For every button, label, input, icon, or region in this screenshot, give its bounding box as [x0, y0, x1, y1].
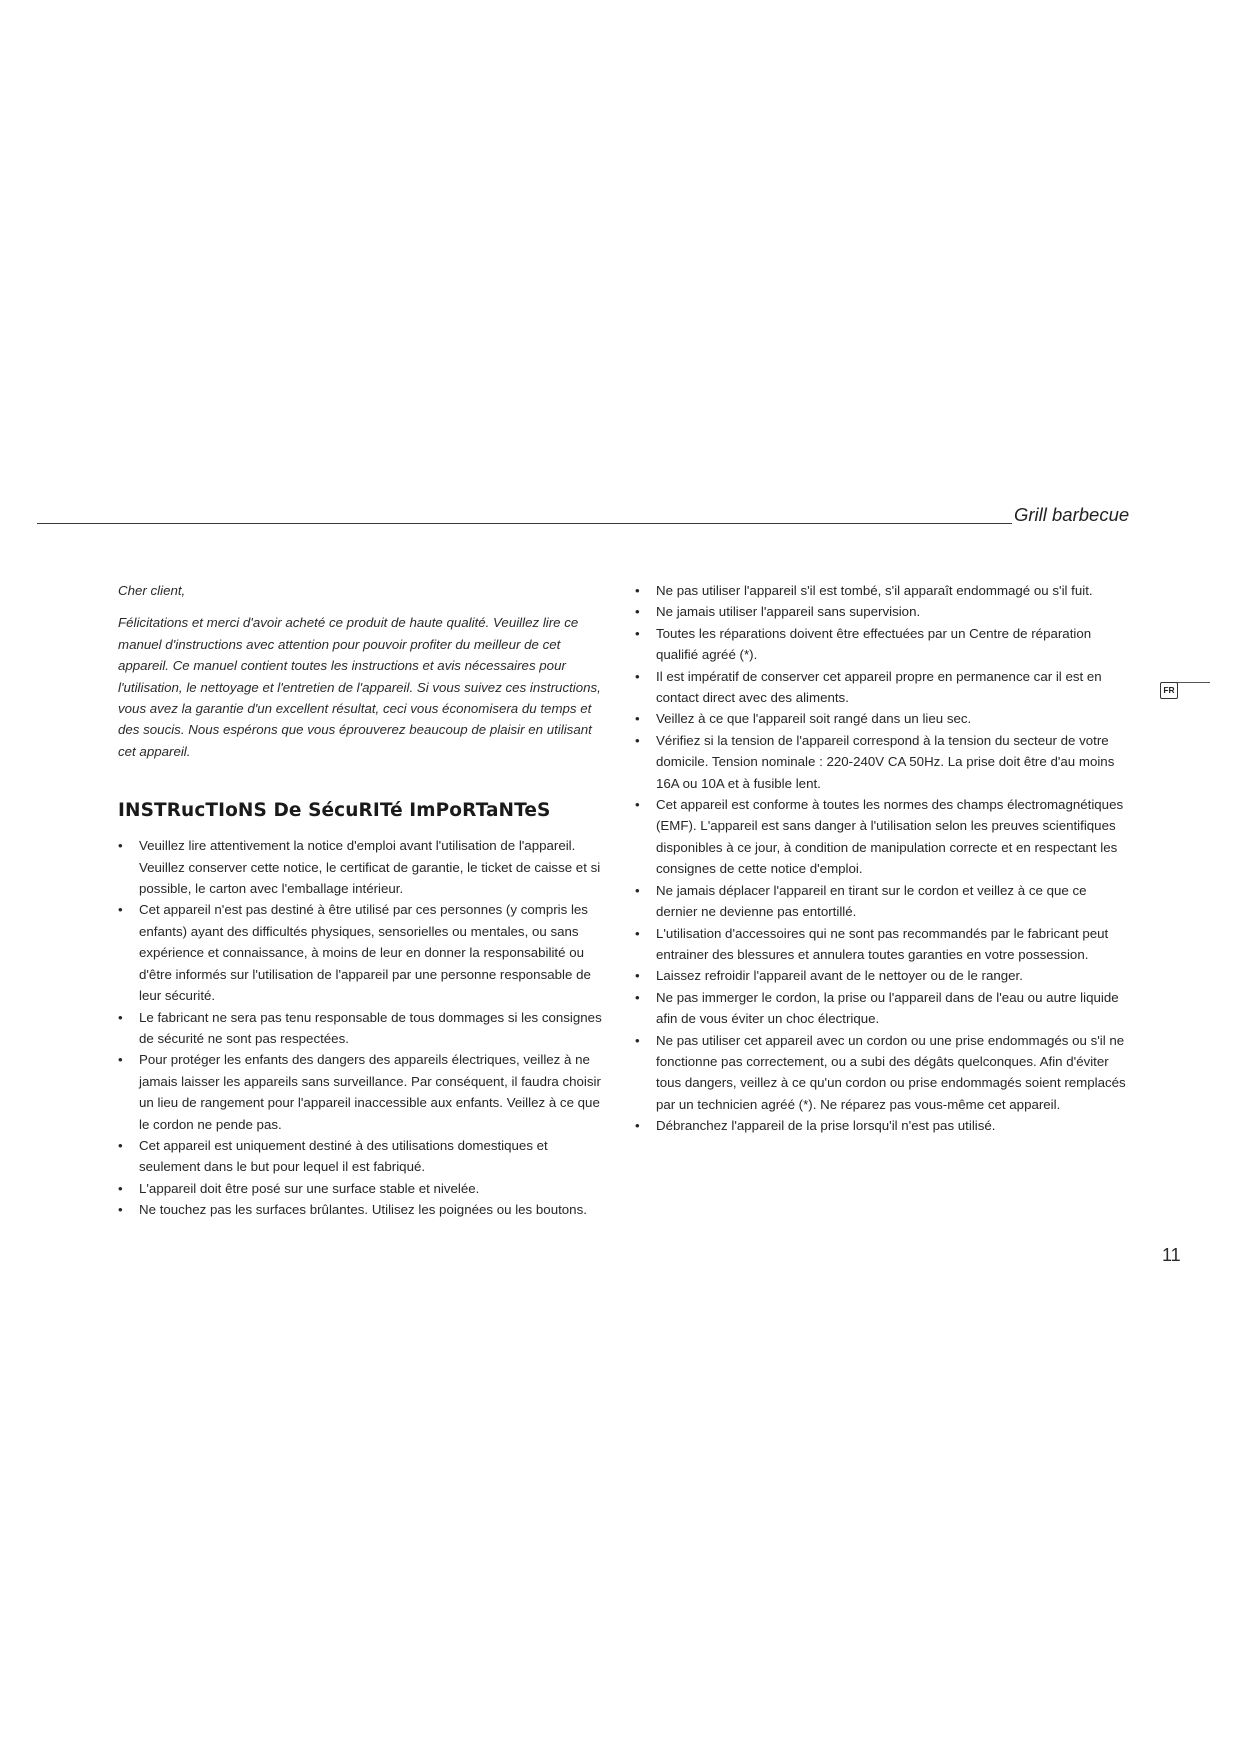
bullet-icon: • [118, 902, 123, 918]
bullet-icon: • [635, 925, 640, 941]
bullet-icon: • [635, 797, 640, 813]
bullet-icon: • [635, 882, 640, 898]
bullet-icon: • [635, 989, 640, 1005]
intro-paragraph: Félicitations et merci d'avoir acheté ce produit de haute qualité. Veuillez lire ce manuel d'instructions avec attention pour pouvoir profiter du meilleur de cet appareil. Ce manuel contient toutes les instructions et avis nécessaires pour l'utilisation, le nettoyage et l'entretien de l'appareil. Si vous suivez ces instructions, vous avez la garantie d'un excellent résultat, ceci vous économisera du temps et des soucis. Nous espérons que vous éprouverez beaucoup de plaisir en utilisant cet appareil. [118, 615, 601, 759]
list-item: • Toutes les réparations doivent être effectuées par un Centre de réparation qualifié agréé (*). [635, 623, 1131, 666]
document-title: Grill barbecue [1014, 504, 1130, 525]
bullet-icon: • [635, 583, 640, 598]
left-column [118, 580, 604, 1221]
bullet-icon: • [118, 1052, 123, 1068]
list-item: • Vérifiez si la tension de l'appareil correspond à la tension du secteur de votre domicile. Tension nominale : 220-240V CA 50Hz. La prise doit être d'au moins 16A ou 10A et à fusible lent. [635, 730, 1131, 794]
section-title: INSTRucTIoNS De SécuRITé ImPoRTaNTeS [118, 800, 551, 822]
bullet-icon: • [635, 604, 640, 620]
list-item: • Ne pas immerger le cordon, la prise ou l'appareil dans de l'eau ou autre liquide afin de vous éviter un choc électrique. [635, 987, 1131, 1030]
bullet-icon: • [635, 1118, 640, 1134]
list-item: • Cet appareil est uniquement destiné à des utilisations domestiques et seulement dans le but pour lequel il est fabriqué. [118, 1135, 604, 1178]
list-item: • Veuillez lire attentivement la notice d'emploi avant l'utilisation de l'appareil. Veuillez conserver cette notice, le certificat de garantie, le ticket de caisse et si possible, le carton avec l'emballage intérieur. [118, 835, 604, 899]
bullet-icon: • [118, 1180, 123, 1196]
bullet-icon: • [118, 838, 123, 854]
list-item: • Ne jamais déplacer l'appareil en tirant sur le cordon et veillez à ce que ce dernier ne devienne pas entortillé. [635, 880, 1131, 923]
bullet-icon: • [118, 1202, 123, 1218]
bullet-icon: • [635, 1032, 640, 1048]
language-tab-rule [1176, 682, 1210, 683]
bullet-icon: • [118, 1137, 123, 1153]
list-item: • Débranchez l'appareil de la prise lorsqu'il n'est pas utilisé. [635, 1115, 1131, 1136]
greeting: Cher client, [118, 583, 186, 598]
list-item: • L'appareil doit être posé sur une surface stable et nivelée. [118, 1178, 604, 1199]
bullet-icon: • [635, 711, 640, 727]
page-number: 11 [1162, 1245, 1181, 1265]
list-item: • Cet appareil est conforme à toutes les normes des champs électromagnétiques (EMF). L'appareil est sans danger à l'utilisation selon les preuves scientifiques disponibles à ce jour, à condition de manipulation correcte et en respectant les consignes de cette notice d'emploi. [635, 794, 1131, 880]
list-item: • Ne jamais utiliser l'appareil sans supervision. [635, 601, 1131, 622]
header-rule [37, 523, 1012, 524]
list-item: • Pour protéger les enfants des dangers des appareils électriques, veillez à ne jamais laisser les appareils sans surveillance. Par conséquent, il faudra choisir un lieu de rangement pour l'appareil inaccessible aux enfants. Veillez à ce que le cordon ne pende pas. [118, 1049, 604, 1135]
list-item: • Ne touchez pas les surfaces brûlantes. Utilisez les poignées ou les boutons. [118, 1199, 604, 1220]
list-item: • Il est impératif de conserver cet appareil propre en permanence car il est en contact direct avec des aliments. [635, 666, 1131, 709]
safety-list-left [118, 835, 604, 1220]
bullet-icon: • [118, 1009, 123, 1025]
list-item: • L'utilisation d'accessoires qui ne sont pas recommandés par le fabricant peut entrainer des blessures et annulera toutes garanties en votre possession. [635, 923, 1131, 966]
list-item: • Veillez à ce que l'appareil soit rangé dans un lieu sec. [635, 708, 1131, 729]
list-item: • Ne pas utiliser cet appareil avec un cordon ou une prise endommagés ou s'il ne fonctionne pas correctement, ou a subi des dégâts quelconques. Afin d'éviter tous dangers, veillez à ce qu'un cordon ou prise endommagés soient remplacés par un technicien agréé (*). Ne réparez pas vous-même cet appareil. [635, 1030, 1131, 1116]
bullet-icon: • [635, 625, 640, 641]
safety-list-right [635, 580, 1131, 1137]
bullet-icon: • [635, 732, 640, 748]
bullet-icon: • [635, 668, 640, 684]
language-badge: FR [1160, 682, 1178, 699]
bullet-icon: • [635, 968, 640, 984]
list-item: • Cet appareil n'est pas destiné à être utilisé par ces personnes (y compris les enfants) ayant des difficultés physiques, sensorielles ou mentales, ou sans expérience et connaissance, à moins de leur en donner la responsabilité ou d'être informés sur l'utilisation de l'appareil par une personne responsable de leur sécurité. [118, 899, 604, 1006]
right-column [635, 580, 1131, 1137]
language-tab [1160, 680, 1210, 704]
list-item: • Laissez refroidir l'appareil avant de le nettoyer ou de le ranger. [635, 965, 1131, 986]
list-item: • Le fabricant ne sera pas tenu responsable de tous dommages si les consignes de sécurité ne sont pas respectées. [118, 1007, 604, 1050]
list-item: • Ne pas utiliser l'appareil s'il est tombé, s'il apparaît endommagé ou s'il fuit. [635, 580, 1131, 601]
